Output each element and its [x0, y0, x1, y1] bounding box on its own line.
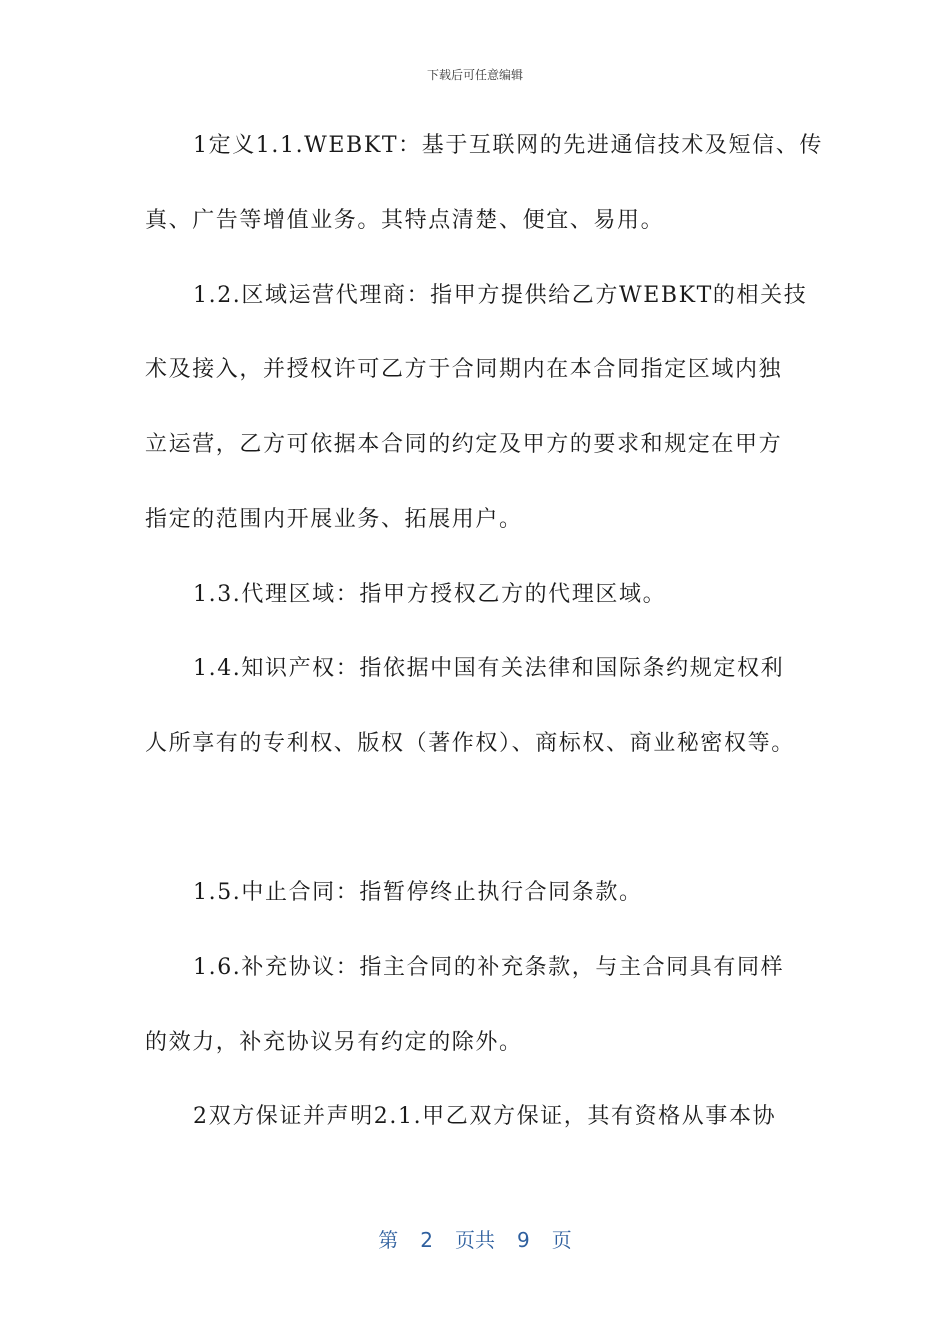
paragraph-line: 2双方保证并声明2.1.甲乙双方保证，其有资格从事本协 [193, 1104, 777, 1129]
paragraph-line: 的效力，补充协议另有约定的除外。 [145, 1030, 523, 1055]
paragraph-line: 1.5.中止合同：指暂停终止执行合同条款。 [193, 880, 643, 905]
page-label-mid: 页共 [455, 1228, 495, 1252]
paragraph-line: 1.4.知识产权：指依据中国有关法律和国际条约规定权利 [193, 656, 785, 681]
page-label-suffix: 页 [551, 1228, 572, 1252]
paragraph-line: 1.2.区域运营代理商：指甲方提供给乙方WEBKT的相关技 [193, 283, 808, 308]
paragraph-line: 术及接入，并授权许可乙方于合同期内在本合同指定区域内独 [145, 357, 783, 382]
paragraph-line: 立运营，乙方可依据本合同的约定及甲方的要求和规定在甲方 [145, 432, 783, 457]
paragraph-line: 人所享有的专利权、版权（著作权）、商标权、商业秘密权等。 [145, 731, 795, 756]
paragraph-line: 1定义1.1.WEBKT：基于互联网的先进通信技术及短信、传 [193, 133, 823, 158]
current-page-number: 2 [420, 1228, 433, 1252]
header-note: 下载后可任意编辑 [426, 68, 523, 82]
page-footer [0, 1224, 950, 1253]
paragraph-line: 1.3.代理区域：指甲方授权乙方的代理区域。 [193, 582, 667, 607]
paragraph-line: 真、广告等增值业务。其特点清楚、便宜、易用。 [145, 208, 665, 233]
paragraph-line: 1.6.补充协议：指主合同的补充条款，与主合同具有同样 [193, 955, 785, 980]
paragraph-line: 指定的范围内开展业务、拓展用户。 [145, 507, 523, 532]
total-pages-number: 9 [517, 1228, 530, 1252]
page-label-prefix: 第 [378, 1228, 399, 1252]
